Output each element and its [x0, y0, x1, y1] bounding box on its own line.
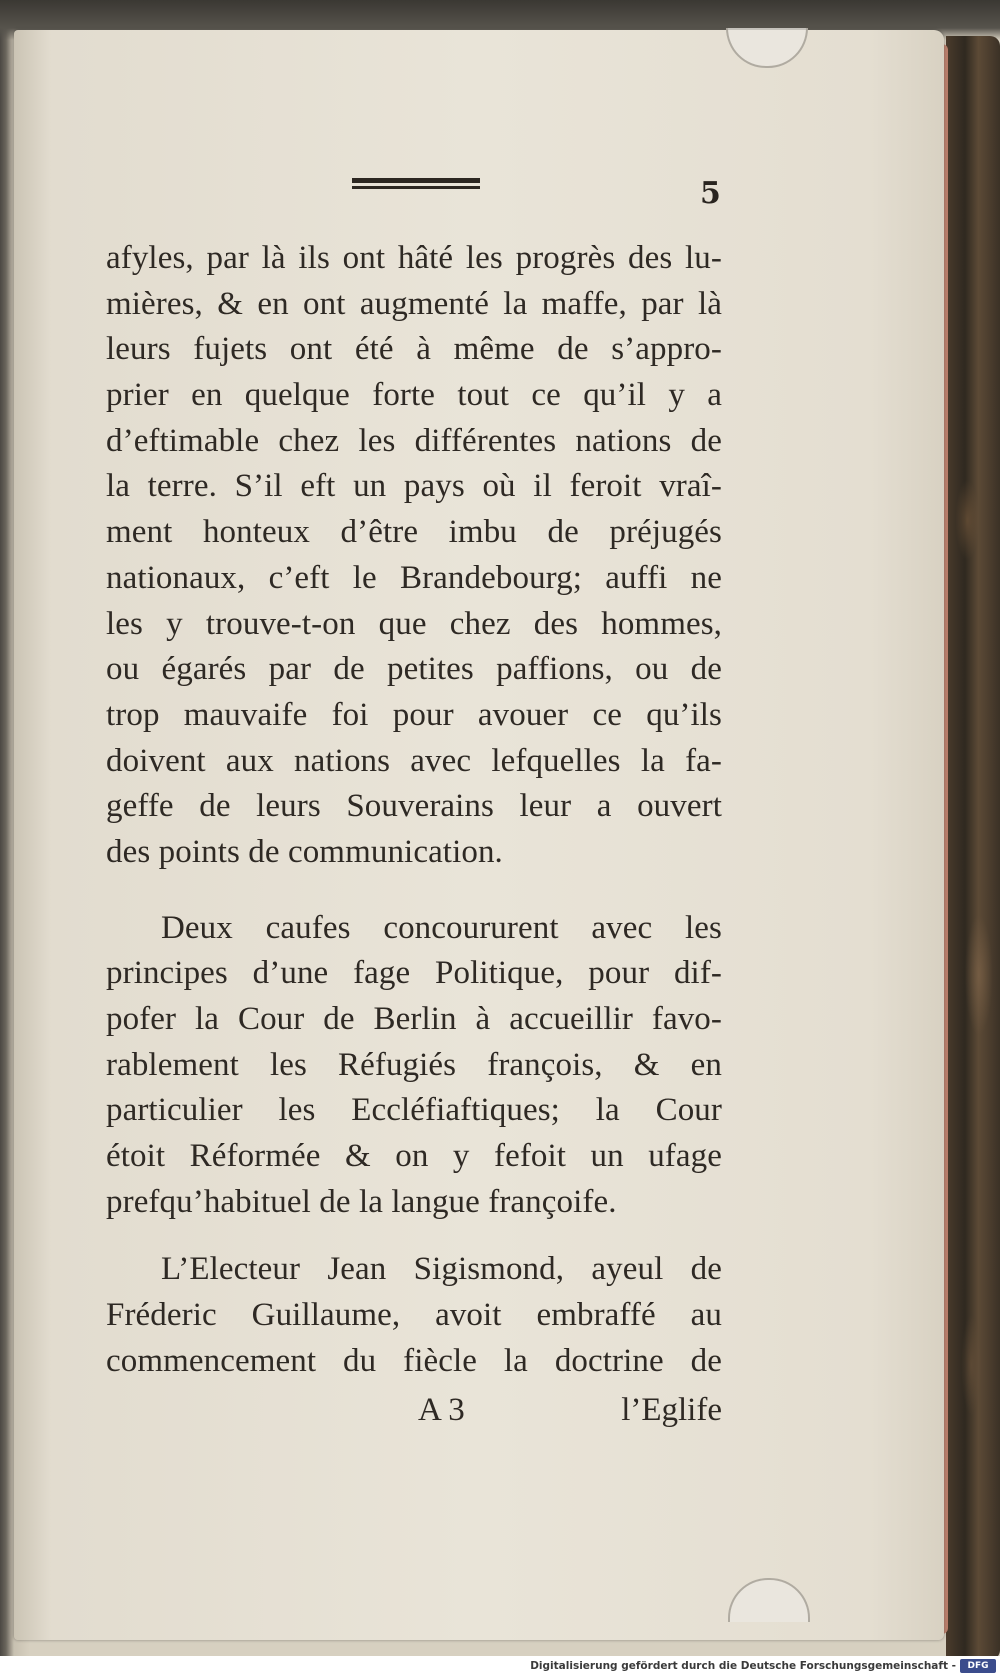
page-foot-line	[106, 1392, 722, 1437]
text-line: nationaux, c’eft le Brandebourg; auffi ne	[106, 559, 722, 596]
paragraph-gap	[106, 1225, 722, 1247]
catchword: l’Eglife	[621, 1392, 722, 1428]
text-line: ment honteux d’être imbu de préjugés	[106, 514, 722, 551]
marbled-cover-pattern	[956, 260, 994, 1560]
text-line: commencement du fiècle la doctrine de	[106, 1342, 722, 1379]
text-line: d’eftimable chez les différentes nations de	[106, 422, 722, 459]
text-line: les y trouve-t-on que chez des hommes,	[106, 605, 722, 642]
text-line: ou égarés par de petites paffions, ou de	[106, 651, 722, 688]
text-line: prier en quelque forte tout ce qu’il y a	[106, 377, 722, 414]
page-number: 5	[700, 176, 721, 211]
text-line: Fréderic Guillaume, avoit embraffé au	[106, 1297, 722, 1334]
funding-credit: Digitalisierung gefördert durch die Deutsche Forschungsgemeinschaft -	[530, 1660, 956, 1672]
text-line: Deux caufes concoururent avec les	[161, 909, 722, 946]
paragraph-gap	[106, 876, 722, 906]
dfg-logo: DFG	[960, 1659, 996, 1673]
text-line: étoit Réformée & on y fefoit un ufage	[106, 1138, 722, 1175]
text-line: doivent aux nations avec lefquelles la fa-	[106, 742, 722, 779]
signature-mark: A 3	[418, 1392, 465, 1428]
text-line: des points de communication.	[106, 833, 503, 870]
text-line: afyles, par là ils ont hâté les progrès des lu-	[106, 240, 722, 276]
header-double-rule	[352, 178, 480, 190]
text-line: geffe de leurs Souverains leur a ouvert	[106, 788, 722, 825]
text-line: trop mauvaife foi pour avouer ce qu’ils	[106, 696, 722, 733]
page-body-text	[106, 236, 722, 1385]
text-line: rablement les Réfugiés françois, & en	[106, 1046, 722, 1083]
text-line: la terre. S’il eft un pays où il feroit vraî-	[106, 468, 722, 505]
text-line: prefqu’habituel de la langue françoife.	[106, 1183, 617, 1220]
text-line: leurs fujets ont été à même de s’appro-	[106, 331, 722, 368]
text-line: principes d’une fage Politique, pour dif-	[106, 955, 722, 992]
text-line: L’Electeur Jean Sigismond, ayeul de	[161, 1251, 722, 1288]
text-line: particulier les Eccléfiaftiques; la Cour	[106, 1092, 722, 1129]
text-line: mières, & en ont augmenté la maffe, par là	[106, 285, 722, 322]
text-line: pofer la Cour de Berlin à accueillir favo-	[106, 1001, 722, 1037]
